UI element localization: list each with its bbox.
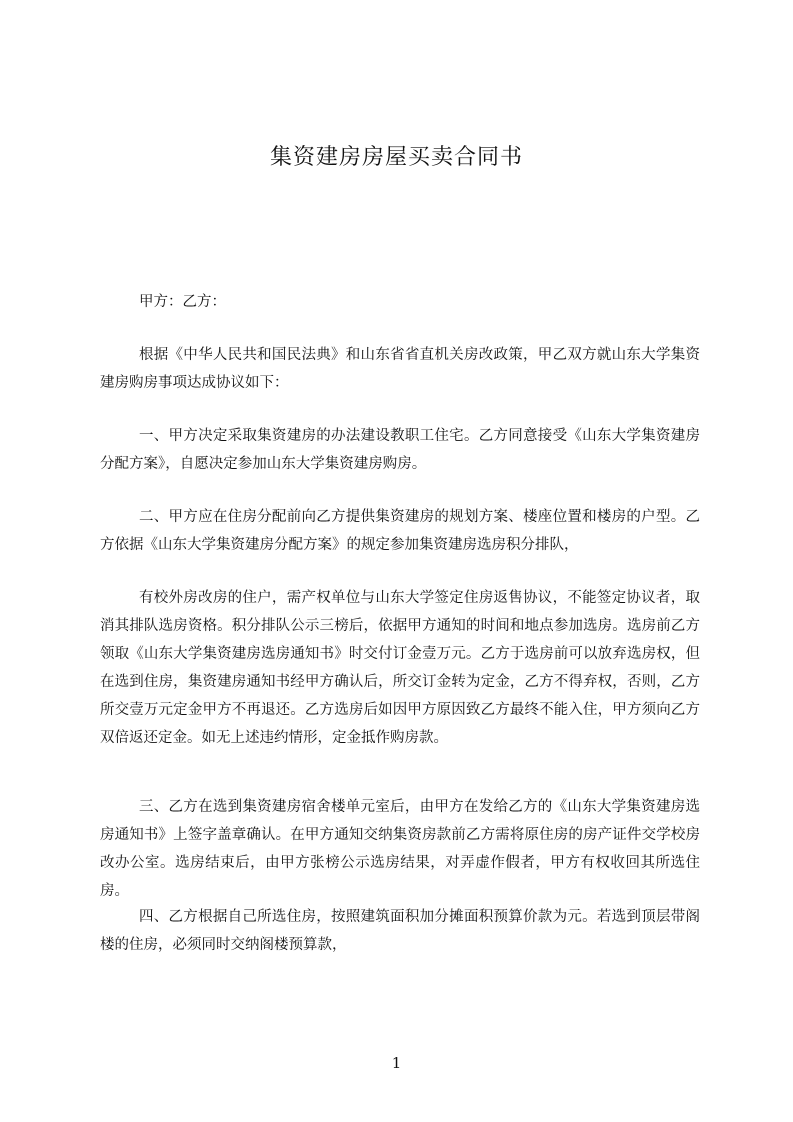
clause-two: 二、甲方应在住房分配前向乙方提供集资建房的规划方案、楼座位置和楼房的户型。乙方依据《山东大学集资建房分配方案》的规定参加集资建房选房积分排队， bbox=[100, 509, 700, 553]
clause-one: 一、甲方决定采取集资建房的办法建设教职工住宅。乙方同意接受《山东大学集资建房分配方案》，自愿决定参加山东大学集资建房购房。 bbox=[100, 428, 700, 472]
clause-three: 三、乙方在选到集资建房宿舍楼单元室后，由甲方在发给乙方的《山东大学集资建房选房通知书》上签字盖章确认。在甲方通知交纳集资房款前乙方需将原住房的房产证件交学校房改办公室。选房结束后，由甲方张榜公示选房结果，对弄虚作假者，甲方有权收回其所选住房。 bbox=[100, 799, 700, 899]
page-number: 1 bbox=[391, 1054, 402, 1072]
document-title: 集资建房房屋买卖合同书 bbox=[269, 145, 523, 170]
clause-two-continued: 有校外房改房的住户，需产权单位与山东大学签定住房返售协议，不能签定协议者，取消其排队选房资格。积分排队公示三榜后，依据甲方通知的时间和地点参加选房。选房前乙方领取《山东大学集资建房选房通知书》时交付订金壹万元。乙方于选房前可以放弃选房权，但在选到住房，集资建房通知书经甲方确认后，所交订金转为定金，乙方不得弃权，否则，乙方所交壹万元定金甲方不再退还。乙方选房后如因甲方原因致乙方最终不能入住，甲方须向乙方双倍返还定金。如无上述违约情形，定金抵作购房款。 bbox=[100, 590, 700, 746]
paragraph-basis: 根据《中华人民共和国民法典》和山东省省直机关房改政策，甲乙双方就山东大学集资建房购房事项达成协议如下： bbox=[100, 347, 700, 391]
clause-four: 四、乙方根据自己所选住房，按照建筑面积加分摊面积预算价款为元。若选到顶层带阁楼的住房，必须同时交纳阁楼预算款， bbox=[100, 909, 700, 953]
parties-line: 甲方：乙方： bbox=[139, 294, 226, 310]
